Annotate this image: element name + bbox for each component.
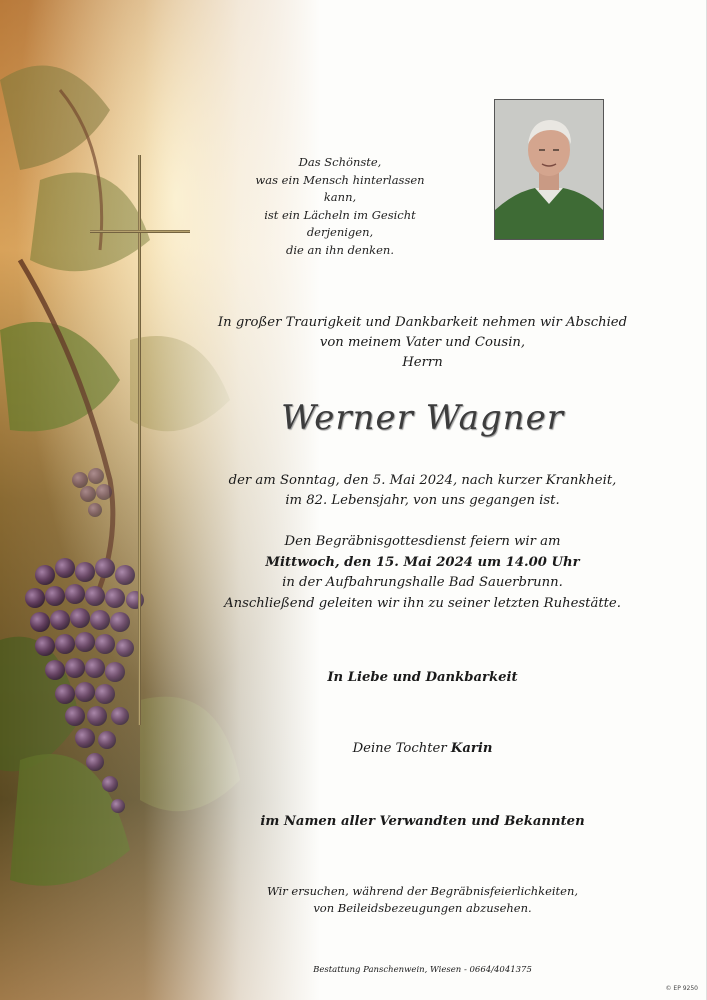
intro-line: von meinem Vater und Cousin, [319,335,526,350]
quote-line: die an ihn denken. [286,242,394,257]
funeral-details [200,532,645,614]
funeral-line: Den Begräbnisgottesdienst feiern wir am [284,534,561,549]
print-code: © EP 9250 [665,985,698,992]
death-details [200,471,645,511]
intro-line: Herrn [402,355,443,370]
death-line: der am Sonntag, den 5. Mai 2024, nach kurzer Krankheit, [228,473,617,488]
request-line: von Beileidsbezeugungen abzusehen. [313,901,532,915]
love-line: In Liebe und Dankbarkeit [327,670,518,685]
funeral-line: in der Aufbahrungshalle Bad Sauerbrunn. [282,575,563,590]
family-line: im Namen aller Verwandten und Bekannten [260,814,585,829]
deceased-name: Werner Wagner [281,398,564,438]
request-line: Wir ersuchen, während der Begräbnisfeierlichkeiten, [266,884,579,898]
funeral-line: Anschließend geleiten wir ihn zu seiner letzten Ruhestätte. [224,595,621,611]
death-line: im 82. Lebensjahr, von uns gegangen ist. [285,493,560,508]
quote-line: Das Schönste, [298,155,382,169]
quote-line: was ein Mensch hinterlassen kann, [255,172,425,204]
portrait-photo [494,99,604,240]
intro-line: In großer Traurigkeit und Dankbarkeit nehmen wir Abschied [217,315,628,330]
intro-text [200,313,645,373]
cross-horizontal [90,230,190,233]
daughter-prefix: Deine Tochter [352,741,451,756]
memorial-quote [240,154,440,259]
daughter-name: Karin [450,741,493,756]
quote-line: ist ein Lächeln im Gesicht derjenigen, [264,207,416,239]
daughter-line [200,741,645,756]
funeral-date: Mittwoch, den 15. Mai 2024 um 14.00 Uhr [265,554,580,570]
cross-vertical [138,155,141,725]
condolence-request [200,883,645,917]
funeral-home-footer: Bestattung Panschenwein, Wiesen - 0664/4041375 [313,965,532,975]
